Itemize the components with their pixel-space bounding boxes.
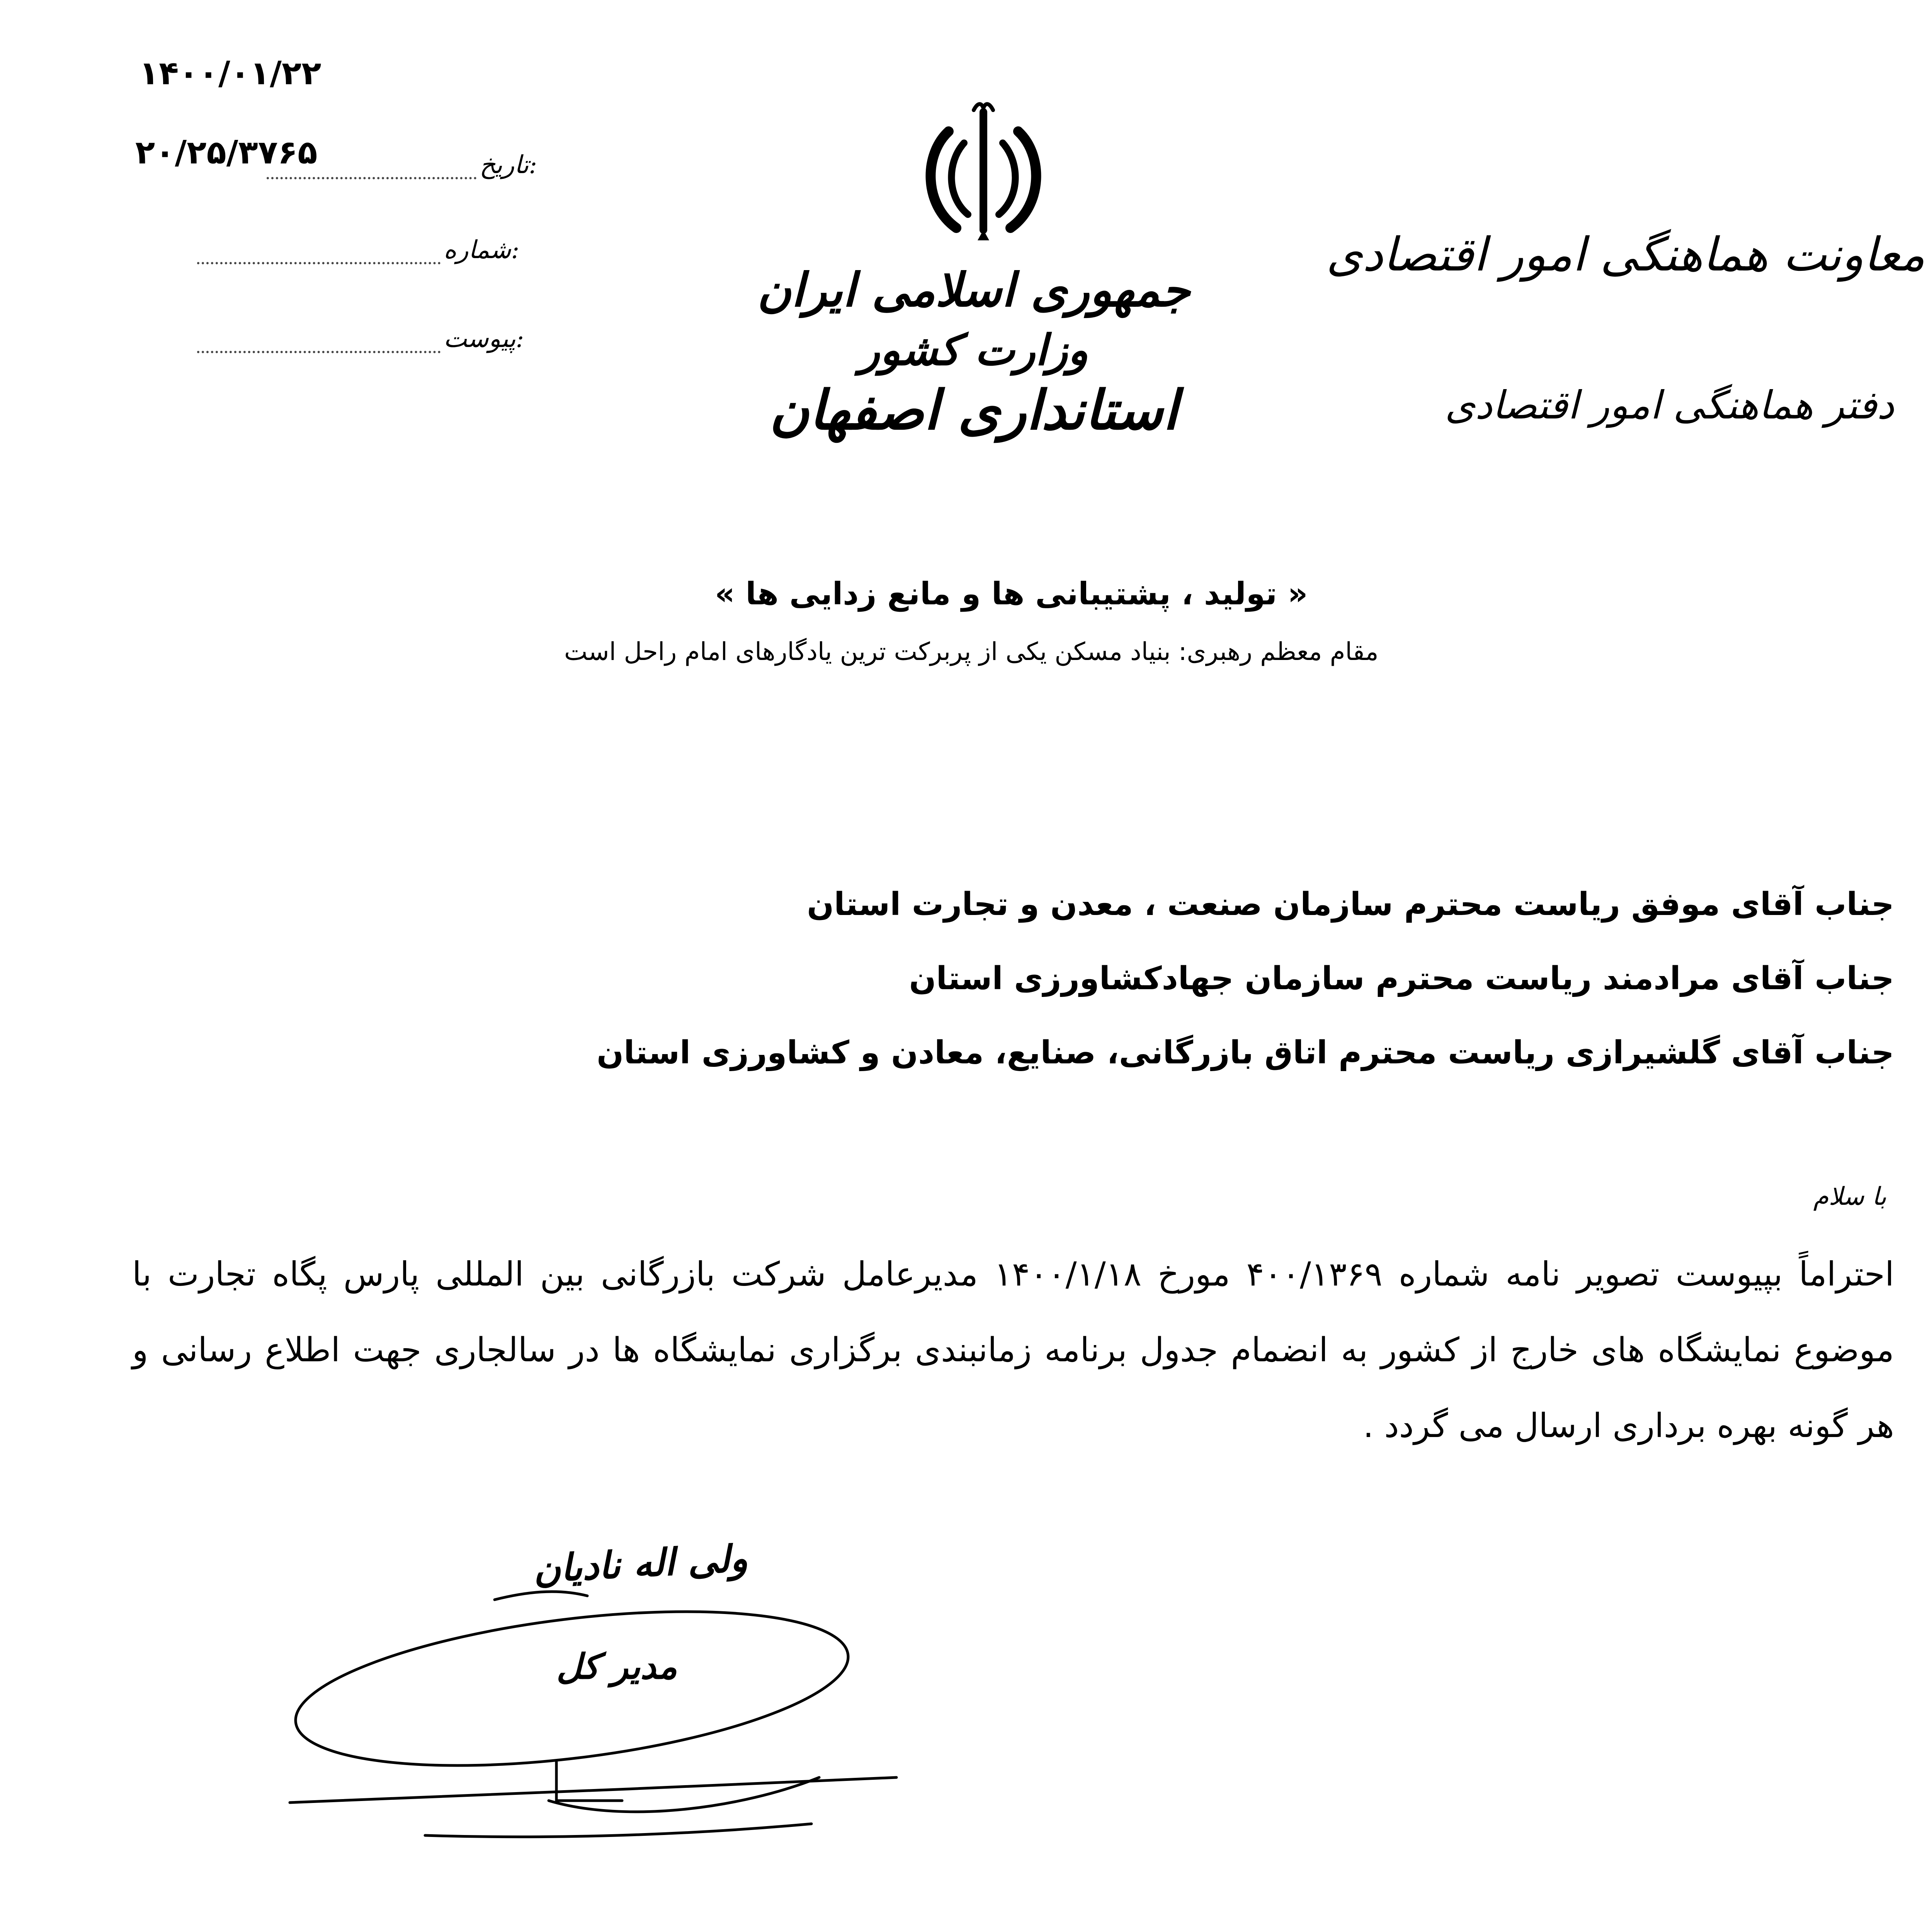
date-label: تاریخ: — [480, 151, 537, 179]
slogan-title: « تولید ، پشتیبانی ها و مانع زدایی ها » — [715, 576, 1308, 612]
attachment-dotted-line — [197, 335, 440, 353]
signatory-title: مدیر کل — [556, 1646, 677, 1687]
number-dotted-line — [197, 247, 440, 264]
signatory-name: ولی اله نادیان — [532, 1536, 749, 1591]
iran-emblem-icon — [920, 97, 1047, 243]
letter-body: احتراماً بپیوست تصویر نامه شماره ۴۰۰/۱۳۶۹ مورخ ۱۴۰۰/۱/۱۸ مدیرعامل شرکت بازرگانی بین المللی پارس پگاه تجارت با موضوع نمایشگاه های خارج از کشور به انضمام جدول برنامه زمانبندی برگزاری نمایشگاه ها در سالجاری جهت اطلاع رسانی و هر گونه بهره برداری ارسال می گردد . — [132, 1255, 1894, 1445]
number-value: ۲۰/۲۵/۳۷۶۵ — [135, 133, 318, 171]
number-label: شماره: — [444, 236, 520, 264]
ministry-name: وزارت کشور — [859, 325, 1088, 375]
signature-block — [278, 1530, 935, 1901]
greeting: با سلام — [1813, 1182, 1886, 1211]
recipient-2: جناب آقای مرادمند ریاست محترم سازمان جهادکشاورزی استان — [909, 960, 1894, 997]
governorate-name: استانداری اصفهان — [769, 379, 1178, 442]
attachment-row — [197, 325, 537, 353]
department-line-2: دفتر هماهنگی امور اقتصادی — [1445, 383, 1894, 428]
country-name: جمهوری اسلامی ایران — [757, 263, 1190, 317]
recipient-1: جناب آقای موفق ریاست محترم سازمان صنعت ، معدن و تجارت استان — [807, 886, 1894, 923]
signature-scribble-icon — [278, 1530, 935, 1901]
recipients-block — [542, 886, 1894, 1071]
attachment-label: پیوست: — [444, 325, 524, 353]
number-row — [197, 236, 537, 264]
leader-quote: مقام معظم رهبری: بنیاد مسکن یکی از پربرکت ترین یادگارهای امام راحل است — [564, 638, 1379, 666]
letterhead-center — [734, 255, 1213, 442]
date-value: ۱۴۰۰/۰۱/۲۲ — [139, 54, 321, 92]
recipient-3: جناب آقای گلشیرازی ریاست محترم اتاق بازرگانی، صنایع، معادن و کشاورزی استان — [597, 1034, 1894, 1071]
department-line-1: معاونت هماهنگی امور اقتصادی — [1326, 228, 1925, 282]
